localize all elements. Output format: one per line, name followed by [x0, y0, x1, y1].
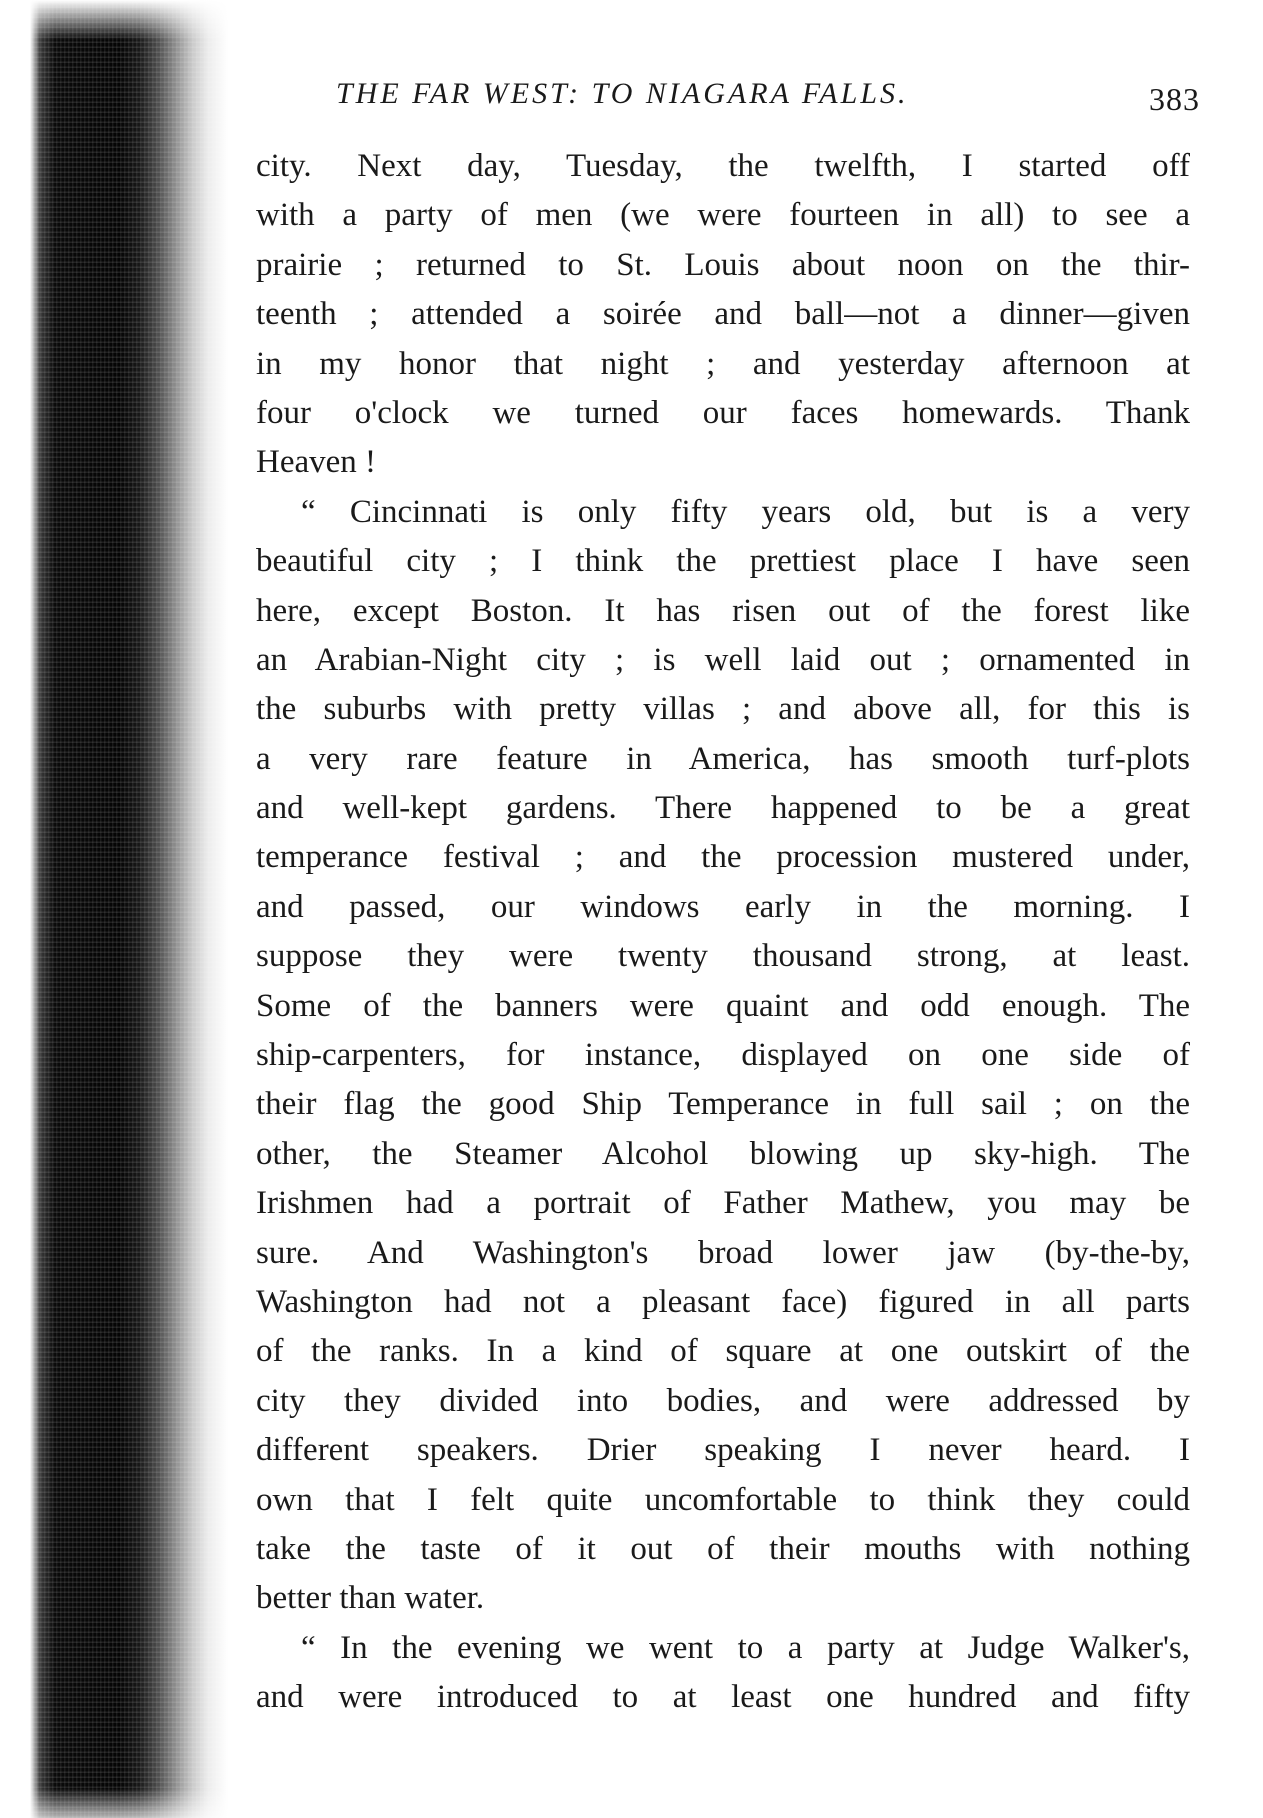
text-line: Heaven !	[256, 444, 377, 481]
text-line: take the taste of it out of their mouths with nothing	[256, 1530, 1190, 1567]
gutter-bottom-fade	[0, 1788, 230, 1818]
running-title: THE FAR WEST: TO NIAGARA FALLS.	[336, 77, 909, 110]
page-number: 383	[1149, 81, 1200, 117]
text-line: city they divided into bodies, and were addressed by	[256, 1382, 1190, 1419]
text-line: an Arabian-Night city ; is well laid out ; ornamented in	[256, 641, 1190, 678]
text-line: Some of the banners were quaint and odd enough. The	[256, 987, 1190, 1024]
text-line: in my honor that night ; and yesterday afternoon at	[256, 345, 1190, 382]
text-line: “ In the evening we went to a party at Judge Walker's,	[301, 1629, 1190, 1666]
text-line: here, except Boston. It has risen out of the forest like	[256, 592, 1190, 629]
text-line: Irishmen had a portrait of Father Mathew, you may be	[256, 1185, 1190, 1222]
text-line: ship-carpenters, for instance, displayed on one side of	[256, 1037, 1190, 1074]
text-line: city. Next day, Tuesday, the twelfth, I started off	[256, 148, 1190, 184]
text-line: of the ranks. In a kind of square at one outskirt of the	[256, 1333, 1190, 1370]
text-line: prairie ; returned to St. Louis about noon on the thir-	[256, 246, 1190, 283]
text-line: teenth ; attended a soirée and ball—not a dinner—given	[256, 296, 1190, 333]
text-line: better than water.	[256, 1580, 485, 1617]
text-line: their flag the good Ship Temperance in full sail ; on the	[256, 1086, 1190, 1123]
text-line: and passed, our windows early in the morning. I	[256, 888, 1190, 925]
gutter-top-fade	[0, 0, 230, 40]
text-line: four o'clock we turned our faces homewards. Thank	[256, 394, 1190, 431]
text-line: a very rare feature in America, has smooth turf-plots	[256, 740, 1190, 777]
text-line: own that I felt quite uncomfortable to think they could	[256, 1481, 1190, 1518]
text-line: and were introduced to at least one hundred and fifty	[256, 1679, 1190, 1716]
running-head	[250, 77, 1200, 127]
text-line: “ Cincinnati is only fifty years old, but is a very	[301, 493, 1190, 530]
text-line: other, the Steamer Alcohol blowing up sky-high. The	[256, 1135, 1190, 1172]
body-text	[256, 142, 1190, 1723]
text-line: suppose they were twenty thousand strong, at least.	[256, 938, 1190, 975]
text-line: Washington had not a pleasant face) figured in all parts	[256, 1283, 1190, 1320]
text-line: beautiful city ; I think the prettiest place I have seen	[256, 543, 1190, 580]
text-line: sure. And Washington's broad lower jaw (by-the-by,	[256, 1234, 1190, 1271]
text-line: with a party of men (we were fourteen in all) to see a	[256, 197, 1190, 234]
text-line: the suburbs with pretty villas ; and above all, for this is	[256, 691, 1190, 728]
text-line: and well-kept gardens. There happened to be a great	[256, 790, 1190, 827]
scanned-gutter-shadow	[0, 0, 230, 1818]
text-line: temperance festival ; and the procession mustered under,	[256, 839, 1190, 876]
text-line: different speakers. Drier speaking I never heard. I	[256, 1432, 1190, 1469]
